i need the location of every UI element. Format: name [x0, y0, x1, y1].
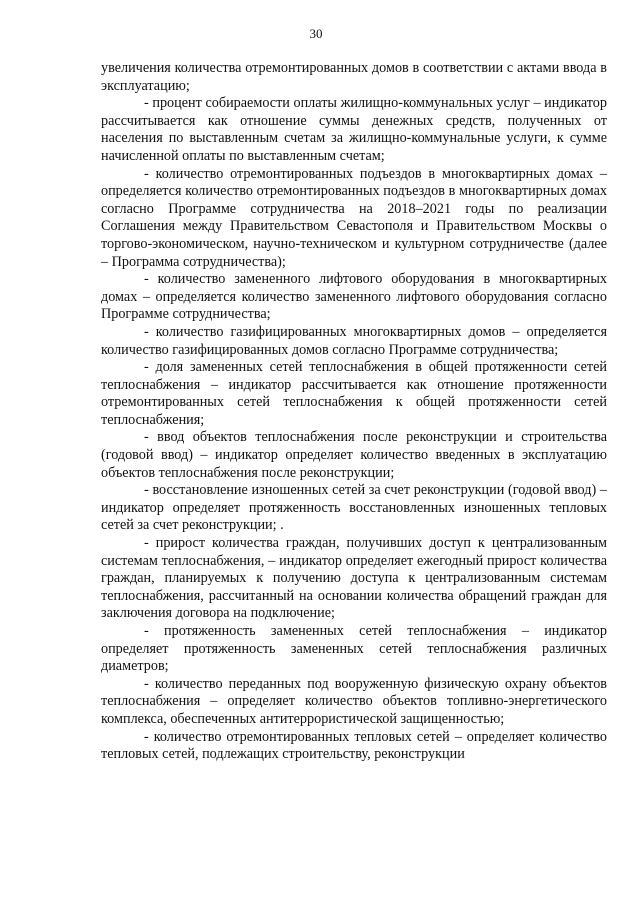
- paragraph-2: - процент собираемости оплаты жилищно-коммунальных услуг – индикатор рассчитывается как отношение суммы денежных средств, полученных от населения по выставленным счетам за жилищно-коммунальные услуги, к сумме начисленной оплаты по выставленным счетам;: [101, 95, 607, 164]
- paragraph-8: - восстановление изношенных сетей за счет реконструкции (годовой ввод) – индикатор определяет протяженность восстановленных изношенных тепловых сетей за счет реконструкции; .: [101, 482, 607, 534]
- paragraph-10: - протяженность замененных сетей теплоснабжения – индикатор определяет протяженность замененных сетей теплоснабжения различных диаметров;: [101, 623, 607, 675]
- paragraph-4: - количество замененного лифтового оборудования в многоквартирных домах – определяется количество замененного лифтового оборудования согласно Программе сотрудничества;: [101, 271, 607, 323]
- page-number: 30: [309, 26, 323, 41]
- page-body: [101, 60, 607, 764]
- paragraph-9: - прирост количества граждан, получивших доступ к централизованным системам теплоснабжения, – индикатор определяет ежегодный прирост количества граждан, планируемых к получению доступа к централизованным системам теплоснабжения, рассчитанный на основании количества обращений граждан для заключения договора на подключение;: [101, 535, 607, 622]
- paragraph-11: - количество переданных под вооруженную физическую охрану объектов теплоснабжения – определяет количество объектов топливно-энергетического комплекса, обеспеченных антитеррористической защищенностью;: [101, 675, 607, 727]
- paragraph-1: увеличения количества отремонтированных домов в соответствии с актами ввода в эксплуатацию;: [101, 60, 607, 94]
- paragraph-6: - доля замененных сетей теплоснабжения в общей протяженности сетей теплоснабжения – индикатор рассчитывается как отношение протяженности отремонтированных сетей теплоснабжения к общей протяженности сетей теплоснабжения;: [101, 359, 607, 428]
- paragraph-12: - количество отремонтированных тепловых сетей – определяет количество тепловых сетей, подлежащих строительству, реконструкции: [101, 728, 607, 763]
- paragraph-7: - ввод объектов теплоснабжения после реконструкции и строительства (годовой ввод) – индикатор определяет количество введенных в эксплуатацию объектов теплоснабжения после реконструкции;: [101, 429, 607, 481]
- paragraph-3: - количество отремонтированных подъездов в многоквартирных домах – определяется количество отремонтированных подъездов в многоквартирных домах согласно Программе сотрудничества на 2018–2021 годы по реализации Соглашения между Правительством Севастополя и Правительством Москвы о торгово-экономическом, научно-техническом и культурном сотрудничестве (далее – Программа сотрудничества);: [101, 165, 607, 270]
- paragraph-5: - количество газифицированных многоквартирных домов – определяется количество газифицированных домов согласно Программе сотрудничества;: [101, 323, 607, 358]
